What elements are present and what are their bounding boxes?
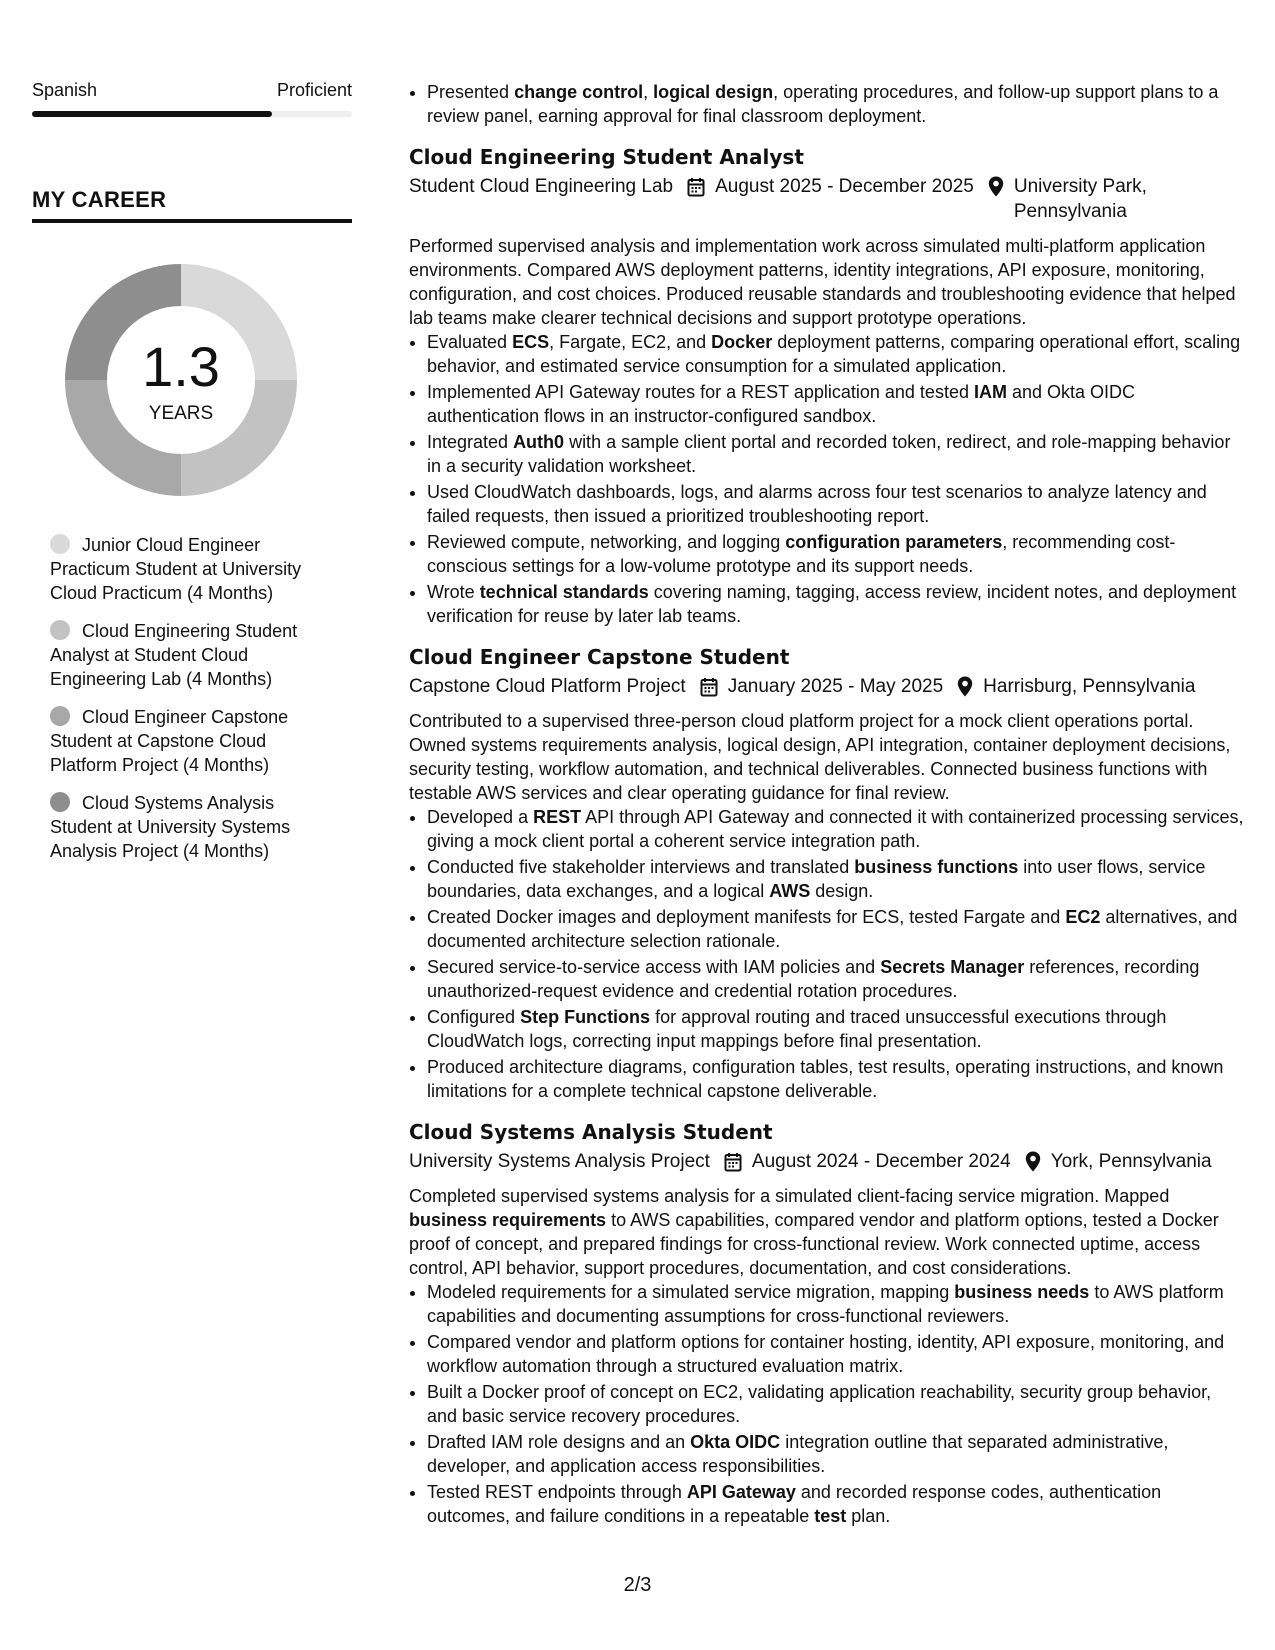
job-summary bbox=[409, 709, 1244, 805]
text-run: Created Docker images and deployment manifests for ECS, tested Fargate and bbox=[427, 907, 1066, 927]
job-dates: August 2024 - December 2024 bbox=[751, 1151, 1011, 1172]
career-legend-item bbox=[50, 705, 325, 777]
text-run: Configured bbox=[427, 1007, 521, 1027]
bold-text: logical design bbox=[653, 82, 774, 102]
text-run: Modeled requirements for a simulated service migration, mapping bbox=[427, 1282, 955, 1302]
job-entry bbox=[409, 142, 1244, 628]
text-run: integration outline that separated administrative, developer, and application access responsibilities. bbox=[427, 1432, 1169, 1476]
job-location: University Park, Pennsylvania bbox=[1013, 176, 1147, 222]
text-run: to AWS platform capabilities and documenting assumptions for cross-functional reviewers. bbox=[427, 1282, 1224, 1326]
text-run: Used CloudWatch dashboards, logs, and alarms across four test scenarios to analyze latency and failed requests, then issued a prioritized troubleshooting report. bbox=[427, 482, 1207, 526]
job-summary bbox=[409, 1184, 1244, 1280]
career-donut bbox=[56, 255, 306, 505]
location-pin-icon bbox=[988, 174, 1004, 199]
text-run: , Fargate, EC2, and bbox=[549, 332, 712, 352]
text-run: Conducted five stakeholder interviews and translated bbox=[427, 857, 855, 877]
career-legend bbox=[50, 533, 352, 863]
bullet-item bbox=[427, 330, 1244, 378]
job-title: Cloud Engineer Capstone Student bbox=[409, 645, 790, 669]
bullet-item bbox=[427, 955, 1244, 1003]
job-entry bbox=[409, 1117, 1244, 1528]
job-meta bbox=[409, 1149, 1244, 1174]
bold-text: technical standards bbox=[479, 582, 649, 602]
career-legend-label: Cloud Engineer Capstone Student at Capstone Cloud Platform Project (4 Months) bbox=[50, 707, 289, 775]
text-run: Evaluated bbox=[427, 332, 513, 352]
text-run: into user flows, service boundaries, data exchanges, and a logical bbox=[427, 857, 1206, 901]
sidebar bbox=[32, 80, 352, 877]
career-legend-item bbox=[50, 619, 325, 691]
bullet-item bbox=[427, 430, 1244, 478]
legend-dot-icon bbox=[50, 792, 70, 812]
job-bullets bbox=[409, 330, 1244, 628]
bullet-item bbox=[427, 480, 1244, 528]
bold-text: REST bbox=[533, 807, 582, 827]
job-title: Cloud Engineering Student Analyst bbox=[409, 145, 804, 169]
bold-text: Docker bbox=[711, 332, 773, 352]
job-bullets bbox=[409, 1280, 1244, 1528]
language-proficiency-bar bbox=[32, 111, 352, 117]
bold-text: ECS bbox=[512, 332, 550, 352]
job-summary bbox=[409, 234, 1244, 330]
text-run: , bbox=[643, 82, 654, 102]
job-organization: Student Cloud Engineering Lab bbox=[409, 176, 674, 197]
text-run: and recorded response codes, authentication outcomes, and failure conditions in a repeatable bbox=[427, 1482, 1162, 1526]
career-legend-item bbox=[50, 791, 325, 863]
text-run: alternatives, and documented architecture selection rationale. bbox=[427, 907, 1238, 951]
language-row bbox=[32, 80, 352, 101]
language-name: Spanish bbox=[32, 80, 98, 100]
text-run: Performed supervised analysis and implementation work across simulated multi-platform application environments. Compared AWS deployment patterns, identity integrations, API exposure, monitoring, configuration, and cost choices. Produced reusable standards and troubleshooting evidence that helped lab teams make clearer technical decisions and support prototype operations. bbox=[409, 236, 1236, 328]
text-run: Integrated bbox=[427, 432, 514, 452]
bold-text: API Gateway bbox=[686, 1482, 796, 1502]
bullet-item bbox=[427, 80, 1244, 128]
text-run: references, recording unauthorized-request evidence and credential rotation procedures. bbox=[427, 957, 1200, 1001]
location-pin-icon bbox=[1025, 1149, 1041, 1174]
bullet-item bbox=[427, 530, 1244, 578]
bullet-item bbox=[427, 855, 1244, 903]
bullet-item bbox=[427, 1430, 1244, 1478]
job-bullets bbox=[409, 805, 1244, 1103]
text-run: Compared vendor and platform options for container hosting, identity, API exposure, monitoring, and workflow automation through a structured evaluation matrix. bbox=[427, 1332, 1225, 1376]
text-run: and Okta OIDC authentication flows in an instructor-configured sandbox. bbox=[427, 382, 1136, 426]
legend-dot-icon bbox=[50, 620, 70, 640]
text-run: covering naming, tagging, access review, incident notes, and deployment verification for reuse by later lab teams. bbox=[427, 582, 1237, 626]
job-organization: University Systems Analysis Project bbox=[409, 1151, 710, 1172]
bullet-item bbox=[427, 380, 1244, 428]
text-run: with a sample client portal and recorded token, redirect, and role-mapping behavior in a security validation worksheet. bbox=[427, 432, 1231, 476]
job-location: Harrisburg, Pennsylvania bbox=[983, 676, 1196, 697]
bold-text: IAM bbox=[973, 382, 1007, 402]
job-list bbox=[409, 142, 1244, 1528]
job-meta bbox=[409, 174, 1244, 224]
career-heading: MY CAREER bbox=[32, 187, 352, 223]
text-run: to AWS capabilities, compared vendor and platform options, tested a Docker proof of concept, and prepared findings for cross-functional review. Work connected uptime, access control, API behavior, support procedures, documentation, and cost considerations. bbox=[409, 1210, 1219, 1278]
career-legend-label: Cloud Engineering Student Analyst at Student Cloud Engineering Lab (4 Months) bbox=[50, 621, 298, 689]
bold-text: business functions bbox=[854, 857, 1019, 877]
language-proficiency-fill bbox=[32, 111, 272, 117]
text-run: Completed supervised systems analysis for a simulated client-facing service migration. Mapped bbox=[409, 1186, 1170, 1206]
legend-dot-icon bbox=[50, 534, 70, 554]
career-unit: YEARS bbox=[148, 403, 214, 424]
career-total: 1.3 bbox=[142, 335, 220, 398]
bullet-item bbox=[427, 1055, 1244, 1103]
job-title: Cloud Systems Analysis Student bbox=[409, 1120, 773, 1144]
page-number: 2/3 bbox=[623, 1574, 652, 1596]
text-run: Presented bbox=[427, 82, 515, 102]
previous-job-bullets bbox=[409, 80, 1244, 128]
bullet-item bbox=[427, 1380, 1244, 1428]
job-dates: January 2025 - May 2025 bbox=[727, 676, 944, 697]
text-run: Secured service-to-service access with IAM policies and bbox=[427, 957, 881, 977]
text-run: , recommending cost-conscious settings for a low-volume prototype and its support needs. bbox=[427, 532, 1176, 576]
text-run: Built a Docker proof of concept on EC2, validating application reachability, security group behavior, and basic service recovery procedures. bbox=[427, 1382, 1212, 1426]
text-run: plan. bbox=[846, 1506, 891, 1526]
calendar-icon bbox=[724, 1149, 742, 1174]
bold-text: test bbox=[814, 1506, 847, 1526]
text-run: deployment patterns, comparing operational effort, scaling behavior, and estimated service consumption for a simulated application. bbox=[427, 332, 1241, 376]
job-location: York, Pennsylvania bbox=[1050, 1151, 1212, 1172]
career-donut-center bbox=[56, 255, 306, 505]
bold-text: configuration parameters bbox=[785, 532, 1003, 552]
text-run: Produced architecture diagrams, configuration tables, test results, operating instructions, and known limitations for a complete technical capstone deliverable. bbox=[427, 1057, 1224, 1101]
career-legend-item bbox=[50, 533, 325, 605]
bullet-item bbox=[427, 1005, 1244, 1053]
bullet-item bbox=[427, 580, 1244, 628]
bold-text: Step Functions bbox=[520, 1007, 651, 1027]
bold-text: Auth0 bbox=[513, 432, 565, 452]
bullet-item bbox=[427, 1330, 1244, 1378]
location-pin-icon bbox=[957, 674, 973, 699]
job-entry bbox=[409, 642, 1244, 1103]
calendar-icon bbox=[700, 674, 718, 699]
text-run: Implemented API Gateway routes for a REST application and tested bbox=[427, 382, 974, 402]
text-run: , operating procedures, and follow-up support plans to a review panel, earning approval for final classroom deployment. bbox=[427, 82, 1219, 126]
bullet-item bbox=[427, 1480, 1244, 1528]
text-run: Reviewed compute, networking, and logging bbox=[427, 532, 786, 552]
job-organization: Capstone Cloud Platform Project bbox=[409, 676, 686, 697]
bold-text: EC2 bbox=[1065, 907, 1101, 927]
text-run: Developed a bbox=[427, 807, 534, 827]
legend-dot-icon bbox=[50, 706, 70, 726]
text-run: Contributed to a supervised three-person cloud platform project for a mock client operations portal. Owned systems requirements analysis, logical design, API integration, container deployment decisions, security testing, workflow automation, and technical deliverables. Connected business functions with testable AWS services and clear operating guidance for final review. bbox=[409, 711, 1231, 803]
experience-column bbox=[409, 80, 1244, 1530]
text-run: design. bbox=[810, 881, 874, 901]
job-meta bbox=[409, 674, 1244, 699]
language-level: Proficient bbox=[276, 80, 352, 100]
bold-text: Secrets Manager bbox=[880, 957, 1025, 977]
bold-text: business requirements bbox=[409, 1210, 607, 1230]
career-legend-label: Junior Cloud Engineer Practicum Student at University Cloud Practicum (4 Months) bbox=[50, 535, 302, 603]
calendar-icon bbox=[687, 174, 705, 199]
text-run: Tested REST endpoints through bbox=[427, 1482, 687, 1502]
job-dates: August 2025 - December 2025 bbox=[715, 176, 974, 197]
text-run: Drafted IAM role designs and an bbox=[427, 1432, 691, 1452]
text-run: API through API Gateway and connected it with containerized processing services, giving a mock client portal a coherent service integration path. bbox=[427, 807, 1244, 851]
bold-text: change control bbox=[514, 82, 644, 102]
bold-text: Okta OIDC bbox=[690, 1432, 781, 1452]
bullet-item bbox=[427, 1280, 1244, 1328]
bullet-item bbox=[427, 905, 1244, 953]
bold-text: AWS bbox=[769, 881, 811, 901]
text-run: for approval routing and traced unsuccessful executions through CloudWatch logs, correcting input mappings before final presentation. bbox=[427, 1007, 1167, 1051]
bold-text: business needs bbox=[954, 1282, 1090, 1302]
career-legend-label: Cloud Systems Analysis Student at University Systems Analysis Project (4 Months) bbox=[50, 793, 291, 861]
bullet-item bbox=[427, 805, 1244, 853]
text-run: Wrote bbox=[427, 582, 480, 602]
